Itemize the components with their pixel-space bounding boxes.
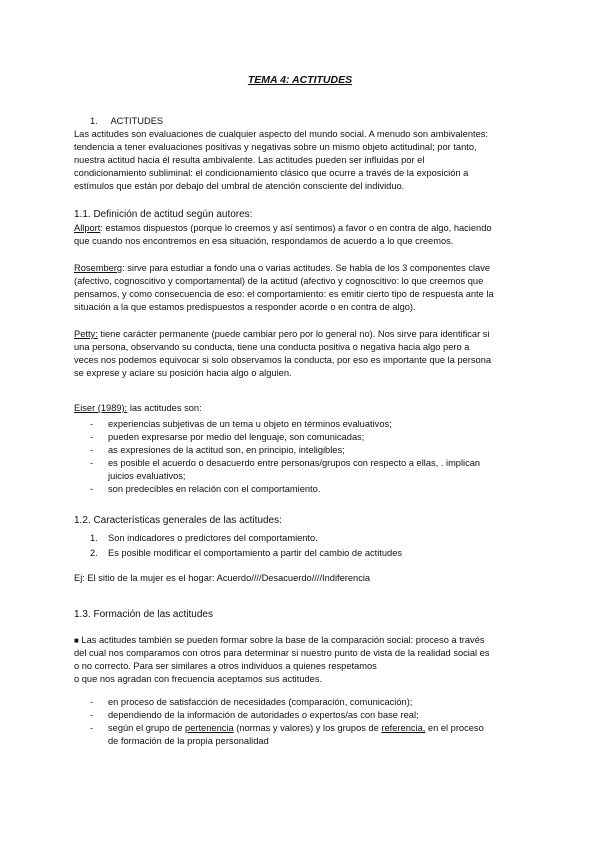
petty-line: una persona, observando su conducta, tiene una conducta positiva o negativa hacia algo pero a bbox=[74, 342, 470, 352]
rosemberg-line: (afectivo, cognoscitivo y comportamental) de la actitud (afectivo y cognoscitivo: lo que creemos que bbox=[74, 276, 484, 286]
section-1-1-heading: 1.1. Definición de actitud según autores: bbox=[74, 209, 253, 220]
rosemberg-line bbox=[74, 262, 534, 275]
list-item bbox=[74, 457, 534, 483]
list-item-text: según el grupo de bbox=[108, 723, 186, 733]
section-1-line: condicionamiento subliminal: el condicionamiento clásico que ocurre a través de la exposición a bbox=[74, 168, 469, 178]
term-pertenencia: pertenencia bbox=[185, 723, 234, 733]
list-item-text-cont: juicios evaluativos; bbox=[108, 471, 186, 481]
list-item: - son predecibles en relación con el comportamiento. bbox=[74, 483, 534, 496]
petty-line bbox=[74, 328, 534, 341]
author-eiser: Eiser (1989): bbox=[74, 403, 128, 413]
formation-line: del cual nos comparamos con otros para determinar si nuestro punto de vista de la realidad social es bbox=[74, 648, 490, 658]
eiser-text: las actitudes son: bbox=[127, 403, 202, 413]
section-1-title: ACTITUDES bbox=[110, 116, 164, 126]
list-item-text: en el proceso bbox=[425, 723, 484, 733]
item-text: Son indicadores o predictores del comportamiento. bbox=[108, 533, 318, 543]
section-1-2-heading: 1.2. Características generales de las actitudes: bbox=[74, 515, 282, 526]
section-1-line: estímulos que están por debajo del umbral de atención consciente del individuo. bbox=[74, 181, 405, 191]
author-petty: Petty: bbox=[74, 329, 98, 339]
section-1-heading bbox=[74, 115, 534, 128]
section-1-line: Las actitudes son evaluaciones de cualquier aspecto del mundo social. A menudo son ambivalentes: bbox=[74, 129, 488, 139]
document-title: TEMA 4: ACTITUDES bbox=[247, 74, 353, 86]
list-item: - dependiendo de la información de autoridades o expertos/as con base real; bbox=[74, 709, 534, 722]
item-number: 2. bbox=[90, 548, 98, 558]
section-1 bbox=[74, 115, 534, 193]
eiser-list bbox=[74, 418, 534, 496]
term-referencia: referencia, bbox=[381, 723, 426, 733]
item-number: 1. bbox=[90, 533, 98, 543]
rosemberg-paragraph bbox=[74, 262, 534, 314]
numbered-item bbox=[74, 532, 534, 545]
list-item: - experiencias subjetivas de un tema u objeto en términos evaluativos; bbox=[74, 418, 534, 431]
formation-line: o que nos agradan con frecuencia aceptamos sus actitudes. bbox=[74, 674, 323, 684]
list-item-text-cont: de formación de la propia personalidad bbox=[108, 736, 269, 746]
formation-list bbox=[74, 696, 534, 748]
section-1-number: 1. bbox=[90, 116, 98, 126]
allport-line: que cuando nos encontremos en esa situación, respondamos de acuerdo a lo que creemos. bbox=[74, 236, 454, 246]
petty-paragraph bbox=[74, 328, 534, 380]
petty-text: tiene carácter permanente (puede cambiar pero por lo general no). Nos sirve para identificar si bbox=[97, 329, 490, 339]
list-item-text: (normas y valores) y los grupos de bbox=[233, 723, 382, 733]
formation-text: Las actitudes también se pueden formar sobre la base de la comparación social: proceso a través bbox=[78, 635, 485, 645]
numbered-item bbox=[74, 547, 534, 560]
formation-paragraph bbox=[74, 634, 534, 686]
square-bullet-icon: ■ bbox=[74, 636, 79, 645]
formation-line bbox=[74, 634, 534, 647]
petty-line: se exprese y aclare su posición hacia algo o alguien. bbox=[74, 368, 292, 378]
section-1-line: nuestra actitud hacia él resulta ambivalente. Las actitudes pueden ser influidas por el bbox=[74, 155, 425, 165]
eiser-line bbox=[74, 402, 534, 415]
allport-line bbox=[74, 222, 534, 235]
formation-line: o no correcto. Para ser similares a otros individuos a quienes respetamos bbox=[74, 661, 377, 671]
rosemberg-text: : sirve para estudiar a fondo una o varias actitudes. Se habla de los 3 componentes clave bbox=[122, 263, 491, 273]
rosemberg-line: pensamos, y como consecuencia de eso: el comportamiento: es emitir cierto tipo de respuesta ante la bbox=[74, 289, 494, 299]
list-item: - as expresiones de la actitud son, en principio, inteligibles; bbox=[74, 444, 534, 457]
list-item-text: es posible el acuerdo o desacuerdo entre personas/grupos con respecto a ellas, . implican bbox=[108, 458, 481, 468]
author-rosemberg: Rosemberg bbox=[74, 263, 123, 273]
eiser-paragraph bbox=[74, 402, 534, 415]
list-item bbox=[74, 722, 534, 748]
allport-paragraph bbox=[74, 222, 534, 248]
example-line: Ej: El sitio de la mujer es el hogar: Acuerdo////Desacuerdo////Indiferencia bbox=[74, 573, 371, 583]
allport-text: : estamos dispuestos (porque lo creemos y así sentimos) a favor o en contra de algo, haciendo bbox=[100, 223, 492, 233]
list-item: - pueden expresarse por medio del lenguaje, son comunicadas; bbox=[74, 431, 534, 444]
rosemberg-line: situación a la que estamos predispuestos a responder acorde o en contra de algo). bbox=[74, 302, 416, 312]
section-1-3-heading: 1.3. Formación de las actitudes bbox=[74, 609, 213, 620]
list-item: - en proceso de satisfacción de necesidades (comparación, comunicación); bbox=[74, 696, 534, 709]
section-1-line: tendencia a tener evaluaciones positivas y negativas sobre un mismo objeto actitudinal; por tanto, bbox=[74, 142, 477, 152]
author-allport: Allport bbox=[74, 223, 101, 233]
item-text: Es posible modificar el comportamiento a partir del cambio de actitudes bbox=[108, 548, 403, 558]
petty-line: veces nos podemos equivocar si solo observamos la conducta, por eso es importante que la persona bbox=[74, 355, 492, 365]
characteristics-list bbox=[74, 532, 534, 560]
